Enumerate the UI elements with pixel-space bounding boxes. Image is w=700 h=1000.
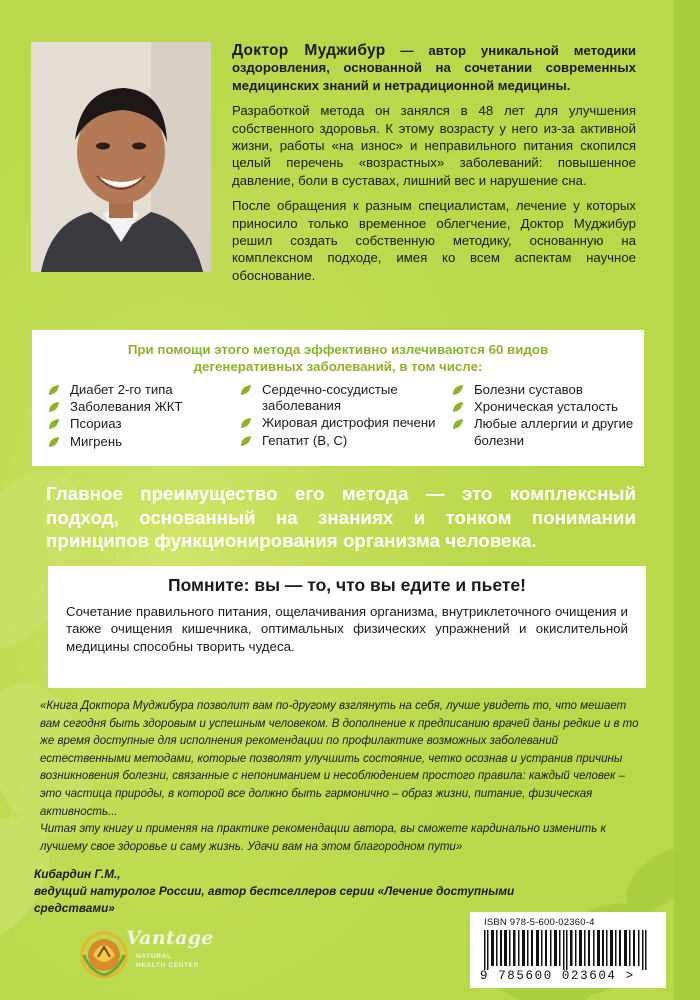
leaf-bullet-icon — [240, 384, 252, 396]
review-quote — [40, 698, 640, 856]
quote-paragraph-1: «Книга Доктора Муджибура позволит вам по-другому взглянуть на себя, лучше увидеть то, что мешает вам сегодня быть здоровым и успешным человеком. В дополнение к предписанию врачей даны редкие и в то же время доступные для исполнения рекомендации по профилактике возможных заболеваний естественными методами, которые позволят улучшить состояние, четко осознав и устранив причины возникновения болезни, связанные с непониманием и несоблюдением простого правила: каждый человек – это частица природы, в которой все должно быть гармонично – образ жизни, питание, физическая активность... — [40, 700, 639, 818]
cover-spine-edge — [674, 0, 700, 1000]
main-advantage-text: Главное преимущество его метода — это комплексный подход, основанный на знаниях и тонком понимании принципов функционирования организма человека. — [46, 483, 636, 551]
disease-item: Диабет 2-го типа — [48, 382, 238, 398]
diseases-column-2 — [240, 382, 450, 450]
diseases-panel — [32, 330, 644, 466]
disease-item: Сердечно-сосудистые заболевания — [240, 382, 450, 414]
barcode-digits: 9 785600 023604 > — [480, 969, 635, 983]
disease-item: Гепатит (B, C) — [240, 433, 450, 449]
author-photo — [31, 42, 211, 272]
barcode-icon — [484, 930, 654, 970]
leaf-bullet-icon — [48, 436, 60, 448]
reviewer-signature — [34, 866, 594, 917]
leaf-bullet-icon — [48, 384, 60, 396]
leaf-bullet-icon — [452, 418, 464, 430]
author-name: Доктор Муджибур — [232, 42, 386, 59]
isbn-label: ISBN 978-5-600-02360-4 — [484, 917, 595, 928]
disease-item: Болезни суставов — [452, 382, 642, 398]
disease-item: Заболевания ЖКТ — [48, 399, 238, 415]
reviewer-title: ведущий натуролог России, автор бестселлеров серии «Лечение доступными средствами» — [34, 884, 515, 915]
author-paragraph-2: После обращения к разным специалистам, лечение у которых приносило только временное облегчение, Доктор Муджибур решил создать собственную методику, основанную на комплексном подходе, имея ко всем аспектам научное обоснование. — [232, 198, 636, 283]
remember-text: Сочетание правильного питания, ощелачивания организма, внутриклеточного очищения и также очищения кишечника, оптимальных физических упражнений и окислительной медицины способны творить чудеса. — [66, 604, 628, 654]
author-lead-text: — автор уникальной методики оздоровления, основанной на сочетании современных медицинских знаний и нетрадиционной медицины. — [232, 43, 636, 93]
reviewer-name: Кибардин Г.М., — [34, 867, 121, 881]
leaf-bullet-icon — [240, 417, 252, 429]
author-paragraph-1: Разработкой метода он занялся в 48 лет для улучшения собственного здоровья. К этому возрасту у него из-за активной жизни, работы «на износ» и неправильного питания скопился целый перечень «возрастных» заболеваний: повышенное давление, боли в суставах, лишний вес и нарушение сна. — [232, 103, 636, 188]
logo-subtitle-2: HEALTH CENTER — [136, 962, 199, 969]
disease-item: Псориаз — [48, 416, 238, 432]
diseases-column-3 — [452, 382, 642, 450]
logo-wordmark: Vantage — [126, 927, 214, 949]
disease-item: Хроническая усталость — [452, 399, 642, 415]
leaf-bullet-icon — [452, 384, 464, 396]
leaf-bullet-icon — [48, 401, 60, 413]
diseases-intro: При помощи этого метода эффективно излечиваются 60 видов дегенеративных заболеваний, в том числе: — [127, 342, 549, 374]
lotus-logo-icon — [78, 925, 130, 981]
remember-panel — [48, 566, 646, 688]
logo-subtitle-1: NATURAL — [136, 953, 172, 960]
author-lead — [232, 42, 636, 94]
quote-paragraph-2: Читая эту книгу и применяя на практике рекомендации автора, вы сможете кардинально изменить к лучшему свое здоровье и саму жизнь. Удачи вам на этом благородном пути» — [40, 823, 606, 853]
barcode-panel — [470, 912, 666, 988]
disease-item: Любые аллергии и другие болезни — [452, 416, 642, 448]
publisher-logo — [78, 925, 238, 985]
leaf-bullet-icon — [452, 401, 464, 413]
author-bio — [232, 42, 636, 292]
diseases-column-1 — [48, 382, 238, 451]
remember-title: Помните: вы — то, что вы едите и пьете! — [168, 575, 526, 595]
disease-item: Жировая дистрофия печени — [240, 415, 450, 431]
leaf-bullet-icon — [240, 435, 252, 447]
leaf-bullet-icon — [48, 418, 60, 430]
disease-item: Мигрень — [48, 434, 238, 450]
